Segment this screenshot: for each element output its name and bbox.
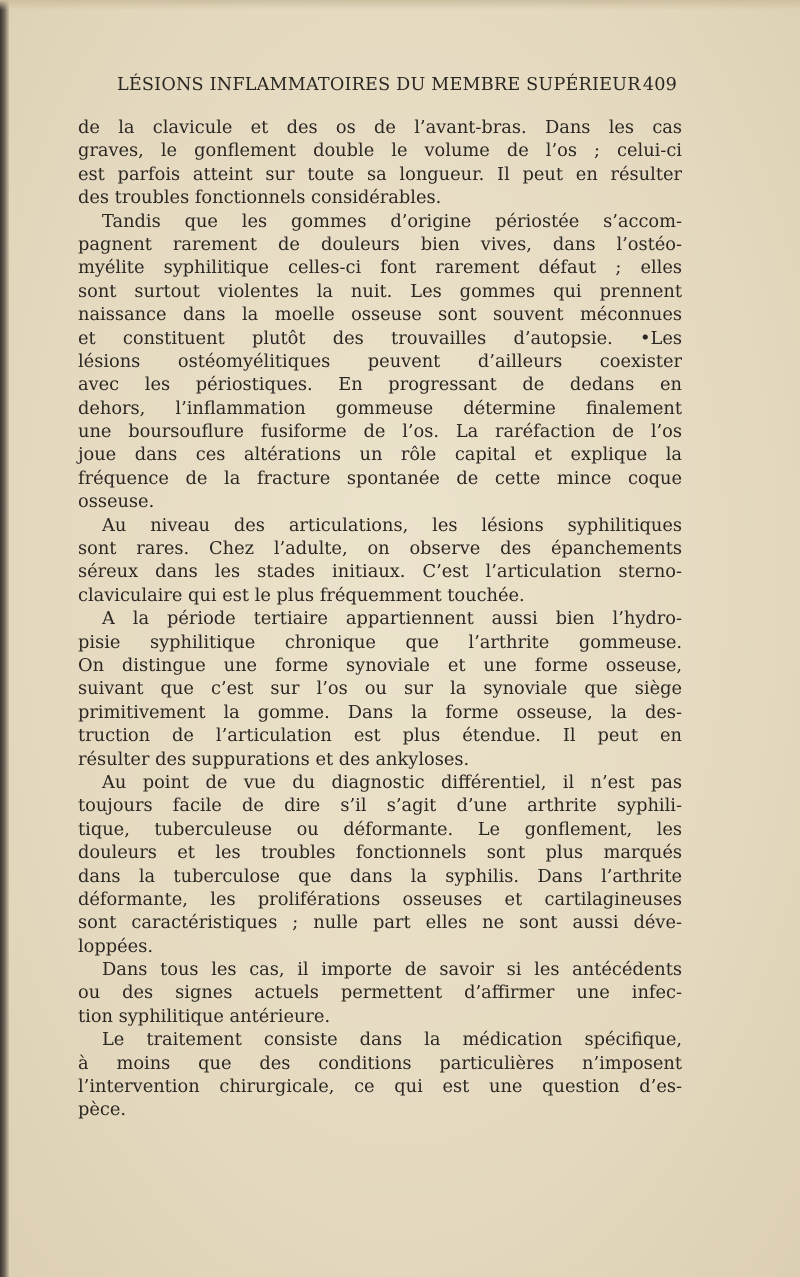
text-line: tion syphilitique antérieure. [78, 1005, 331, 1027]
text-line: l’intervention chirurgicale, ce qui est une question d’es- [78, 1076, 682, 1098]
page-top-edge [0, 0, 800, 10]
text-line: sont caractéristiques ; nulle part elles ne sont aussi déve- [78, 912, 682, 934]
text-line: à moins que des conditions particulières n’imposent [78, 1052, 682, 1074]
text-line: Au point de vue du diagnostic différentiel, il n’est pas [102, 771, 682, 793]
text-line: naissance dans la moelle osseuse sont souvent méconnues [78, 304, 682, 326]
text-line: primitivement la gomme. Dans la forme osseuse, la des- [78, 701, 682, 723]
text-line: de la clavicule et des os de l’avant-bras. Dans les cas [78, 117, 682, 138]
text-line: pisie syphilitique chronique que l’arthrite gommeuse. [78, 631, 682, 653]
body-text [78, 116, 682, 1122]
text-line: Dans tous les cas, il importe de savoir si les antécédents [102, 959, 682, 981]
text-line: pèce. [78, 1099, 127, 1121]
book-spine-shadow [0, 0, 9, 1277]
text-line: douleurs et les troubles fonctionnels sont plus marqués [78, 842, 682, 864]
text-line: suivant que c’est sur l’os ou sur la synoviale que siège [78, 678, 682, 700]
text-line: toujours facile de dire s’il s’agit d’une arthrite syphili- [78, 795, 682, 817]
text-line: osseuse. [78, 491, 155, 513]
running-header-title: LÉSIONS INFLAMMATOIRES DU MEMBRE SUPÉRIEUR [117, 75, 641, 95]
text-line: Tandis que les gommes d’origine périostée s’accom- [102, 210, 682, 232]
text-line: claviculaire qui est le plus fréquemment touchée. [78, 584, 525, 606]
text-line: Au niveau des articulations, les lésions syphilitiques [102, 514, 682, 536]
text-line: dans la tuberculose que dans la syphilis. Dans l’arthrite [78, 865, 682, 887]
text-line: résulter des suppurations et des ankyloses. [78, 748, 470, 770]
text-line: ou des signes actuels permettent d’affirmer une infec- [78, 982, 682, 1004]
text-line: est parfois atteint sur toute sa longueur. Il peut en résulter [78, 163, 682, 185]
text-line: A la période tertiaire appartiennent aussi bien l’hydro- [102, 608, 682, 630]
text-line: une boursouflure fusiforme de l’os. La raréfaction de l’os [78, 421, 682, 443]
text-line: avec les périostiques. En progressant de dedans en [78, 374, 682, 396]
text-line: des troubles fonctionnels considérables. [78, 187, 442, 209]
text-line: joue dans ces altérations un rôle capital et explique la [78, 444, 682, 466]
text-line: lésions ostéomyélitiques peuvent d’ailleurs coexister [78, 350, 682, 372]
text-line: pagnent rarement de douleurs bien vives, dans l’ostéo- [78, 233, 682, 255]
text-line: loppées. [78, 935, 153, 957]
text-line: sont rares. Chez l’adulte, on observe des épanchements [78, 538, 682, 560]
text-line: On distingue une forme synoviale et une forme osseuse, [78, 654, 682, 676]
running-header [117, 72, 677, 98]
text-line: et constituent plutôt des trouvailles d’autopsie. •Les [78, 327, 682, 349]
text-line: sont surtout violentes la nuit. Les gommes qui prennent [78, 280, 682, 302]
text-line: fréquence de la fracture spontanée de cette mince coque [78, 467, 682, 489]
page-number: 409 [642, 75, 677, 95]
text-line: dehors, l’inflammation gommeuse détermine finalement [78, 397, 682, 419]
text-line: séreux dans les stades initiaux. C’est l’articulation sterno- [78, 561, 682, 583]
text-line: Le traitement consiste dans la médication spécifique, [102, 1029, 682, 1051]
text-line: myélite syphilitique celles-ci font rarement défaut ; elles [78, 257, 682, 279]
text-line: tique, tuberculeuse ou déformante. Le gonflement, les [78, 818, 682, 840]
text-line: truction de l’articulation est plus étendue. Il peut en [78, 725, 682, 747]
text-line: déformante, les proliférations osseuses et cartilagineuses [78, 888, 682, 910]
text-line: graves, le gonflement double le volume de l’os ; celui-ci [78, 140, 682, 162]
